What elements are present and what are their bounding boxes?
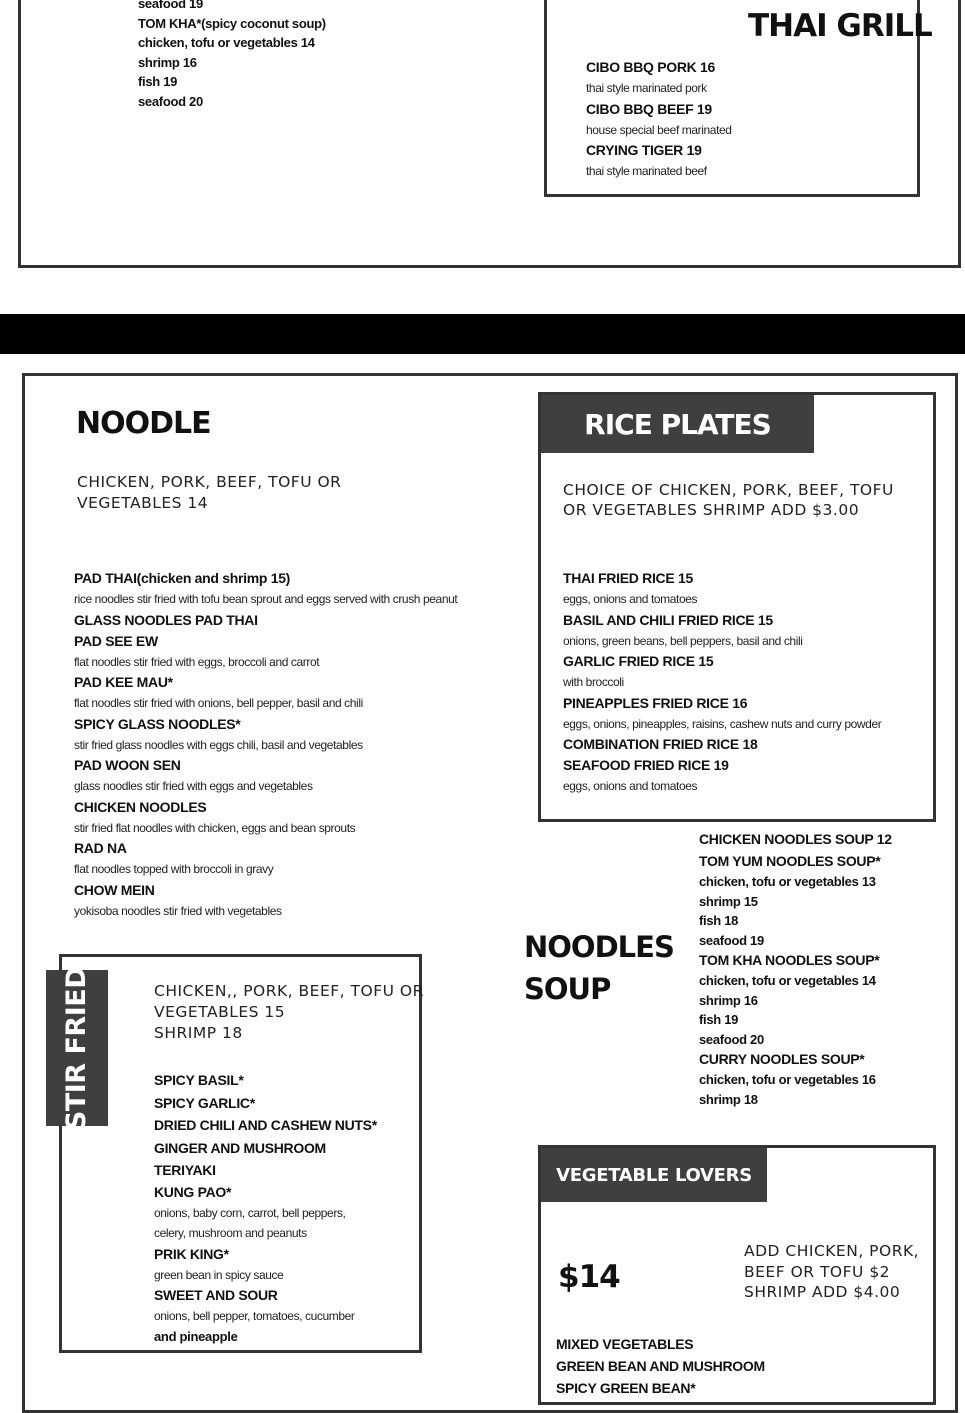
rice-item-name: COMBINATION FRIED RICE 18 xyxy=(563,736,758,752)
top-soup-line: shrimp 16 xyxy=(138,54,197,70)
noodle-item-name: PAD THAI(chicken and shrimp 15) xyxy=(74,570,291,586)
rice-plates-choice-line: CHOICE OF CHICKEN, PORK, BEEF, TOFU xyxy=(563,481,894,499)
noodles-soup-sub: chicken, tofu or vegetables 14 xyxy=(699,973,876,988)
stir-fried-item-name: and pineapple xyxy=(154,1328,238,1344)
stir-fried-choice-line: VEGETABLES 15 xyxy=(154,1003,286,1021)
stir-fried-item-name: DRIED CHILI AND CASHEW NUTS* xyxy=(154,1117,377,1133)
stir-fried-item-name: KUNG PAO* xyxy=(154,1183,232,1200)
stir-fried-item-name: PRIK KING* xyxy=(154,1245,229,1262)
rice-plates-choice-line: OR VEGETABLES SHRIMP ADD $3.00 xyxy=(563,501,860,519)
stir-fried-item-name: SWEET AND SOUR xyxy=(154,1287,278,1303)
stir-fried-choice-line: SHRIMP 18 xyxy=(154,1024,243,1042)
rice-item-desc: with broccoli xyxy=(563,675,624,689)
rice-item-desc: eggs, onions and tomatoes xyxy=(563,592,698,606)
rice-plates-list xyxy=(563,568,881,797)
vegetable-lovers-item: GREEN BEAN AND MUSHROOM xyxy=(556,1358,765,1374)
noodle-item-name: RAD NA xyxy=(74,840,127,856)
vegetable-lovers-add-line: SHRIMP ADD $4.00 xyxy=(744,1283,901,1301)
noodle-item-desc: yokisoba noodles stir fried with vegetables xyxy=(74,903,282,918)
noodle-item-name: PAD WOON SEN xyxy=(74,757,181,773)
noodles-soup-list xyxy=(699,828,892,1109)
vegetable-lovers-banner xyxy=(541,1148,767,1202)
rice-plates-banner xyxy=(541,395,814,453)
top-soup-line: chicken, tofu or vegetables 14 xyxy=(138,35,315,50)
rice-plates-title: RICE PLATES xyxy=(584,407,771,441)
rice-item-desc: eggs, onions and tomatoes xyxy=(563,779,698,793)
noodles-soup-sub: chicken, tofu or vegetables 13 xyxy=(699,874,876,889)
top-soup-line: seafood 19 xyxy=(138,0,203,11)
noodle-item-desc: flat noodles stir fried with eggs, broccoli and carrot xyxy=(74,654,320,669)
noodles-soup-sub: chicken, tofu or vegetables 16 xyxy=(699,1072,876,1087)
noodle-choice-line: CHICKEN, PORK, BEEF, TOFU OR xyxy=(77,473,342,491)
noodle-item-desc: flat noodles topped with broccoli in gravy xyxy=(74,862,274,876)
noodles-soup-sub: shrimp 16 xyxy=(699,992,758,1008)
stir-fried-item-name: SPICY GARLIC* xyxy=(154,1094,255,1111)
stir-fried-item-desc: onions, bell pepper, tomatoes, cucumber xyxy=(154,1309,355,1323)
page-separator-band xyxy=(0,314,965,354)
noodle-item-name: PAD SEE EW xyxy=(74,632,158,649)
rice-item-name: THAI FRIED RICE 15 xyxy=(563,570,693,586)
noodles-soup-item: TOM YUM NOODLES SOUP* xyxy=(699,853,881,869)
vegetable-lovers-item: MIXED VEGETABLES xyxy=(556,1336,694,1352)
rice-item-name: SEAFOOD FRIED RICE 19 xyxy=(563,757,729,773)
noodle-item-desc: flat noodles stir fried with onions, bell pepper, basil and chili xyxy=(74,696,363,710)
noodles-soup-item: TOM KHA NOODLES SOUP* xyxy=(699,952,880,968)
top-soup-line: TOM KHA*(spicy coconut soup) xyxy=(138,15,326,31)
vegetable-lovers-list xyxy=(556,1333,765,1399)
noodles-soup-item: CHICKEN NOODLES SOUP 12 xyxy=(699,831,892,847)
noodle-item-name: PAD KEE MAU* xyxy=(74,674,173,690)
noodle-item-desc: stir fried glass noodles with eggs chili, basil and vegetables xyxy=(74,737,363,752)
noodles-soup-sub: fish 19 xyxy=(699,1012,739,1027)
stir-fried-item-desc: celery, mushroom and peanuts xyxy=(154,1226,307,1240)
vegetable-lovers-title: VEGETABLE LOVERS xyxy=(556,1164,752,1186)
noodles-soup-sub: shrimp 15 xyxy=(699,893,758,909)
noodles-soup-title xyxy=(524,926,674,1010)
noodles-soup-sub: seafood 20 xyxy=(699,1031,764,1047)
thai-grill-item-name: CIBO BBQ PORK 16 xyxy=(586,59,715,75)
noodles-soup-item: CURRY NOODLES SOUP* xyxy=(699,1051,865,1067)
noodle-title: NOODLE xyxy=(76,406,211,441)
thai-grill-item-desc: thai style marinated pork xyxy=(586,81,707,95)
thai-grill-item-name: CIBO BBQ BEEF 19 xyxy=(586,100,712,117)
noodles-soup-sub: fish 18 xyxy=(699,913,739,928)
stir-fried-item-desc: green bean in spicy sauce xyxy=(154,1267,284,1282)
noodle-item-name: SPICY GLASS NOODLES* xyxy=(74,715,241,732)
stir-fried-item-desc: onions, baby corn, carrot, bell peppers, xyxy=(154,1205,346,1220)
stir-fried-choice-line: CHICKEN,, PORK, BEEF, TOFU OR xyxy=(154,982,424,1000)
thai-grill-item-name: CRYING TIGER 19 xyxy=(586,142,702,158)
top-soup-line: fish 19 xyxy=(138,74,178,89)
noodles-soup-sub: seafood 19 xyxy=(699,932,764,948)
noodle-item-name: CHICKEN NOODLES xyxy=(74,798,207,815)
thai-grill-title: THAI GRILL xyxy=(748,8,932,44)
rice-item-name: PINEAPPLES FRIED RICE 16 xyxy=(563,694,748,711)
stir-fried-item-name: GINGER AND MUSHROOM xyxy=(154,1139,326,1156)
stir-fried-list xyxy=(154,1069,377,1346)
vegetable-lovers-price: $14 xyxy=(558,1259,620,1295)
thai-grill-list xyxy=(586,57,732,182)
noodles-soup-title-line: SOUP xyxy=(524,972,611,1006)
vegetable-lovers-add-line: BEEF OR TOFU $2 xyxy=(744,1263,891,1281)
stir-fried-item-name: TERIYAKI xyxy=(154,1162,216,1178)
top-soup-list xyxy=(138,0,326,111)
stir-fried-title: STIR FRIED xyxy=(61,966,93,1130)
noodle-item-desc: stir fried flat noodles with chicken, eggs and bean sprouts xyxy=(74,820,356,835)
stir-fried-item-name: SPICY BASIL* xyxy=(154,1072,244,1088)
thai-grill-item-desc: thai style marinated beef xyxy=(586,164,707,178)
noodles-soup-title-line: NOODLES xyxy=(524,930,674,964)
rice-item-name: BASIL AND CHILI FRIED RICE 15 xyxy=(563,611,773,628)
noodle-item-desc: glass noodles stir fried with eggs and vegetables xyxy=(74,779,313,793)
noodles-soup-sub: shrimp 18 xyxy=(699,1091,758,1107)
rice-item-desc: onions, green beans, bell peppers, basil and chili xyxy=(563,633,803,648)
vegetable-lovers-add-line: ADD CHICKEN, PORK, xyxy=(744,1242,920,1260)
vegetable-lovers-item: SPICY GREEN BEAN* xyxy=(556,1380,696,1396)
noodle-item-desc: rice noodles stir fried with tofu bean sprout and eggs served with crush peanut xyxy=(74,592,458,606)
noodle-list xyxy=(74,568,457,921)
noodle-item-name: GLASS NOODLES PAD THAI xyxy=(74,611,258,628)
rice-item-desc: eggs, onions, pineapples, raisins, cashew nuts and curry powder xyxy=(563,716,882,731)
noodle-item-name: CHOW MEIN xyxy=(74,881,155,898)
thai-grill-item-desc: house special beef marinated xyxy=(586,122,732,137)
rice-item-name: GARLIC FRIED RICE 15 xyxy=(563,653,714,669)
top-soup-line: seafood 20 xyxy=(138,93,203,109)
stir-fried-banner xyxy=(46,966,108,1130)
noodle-choice-line: VEGETABLES 14 xyxy=(77,494,209,512)
